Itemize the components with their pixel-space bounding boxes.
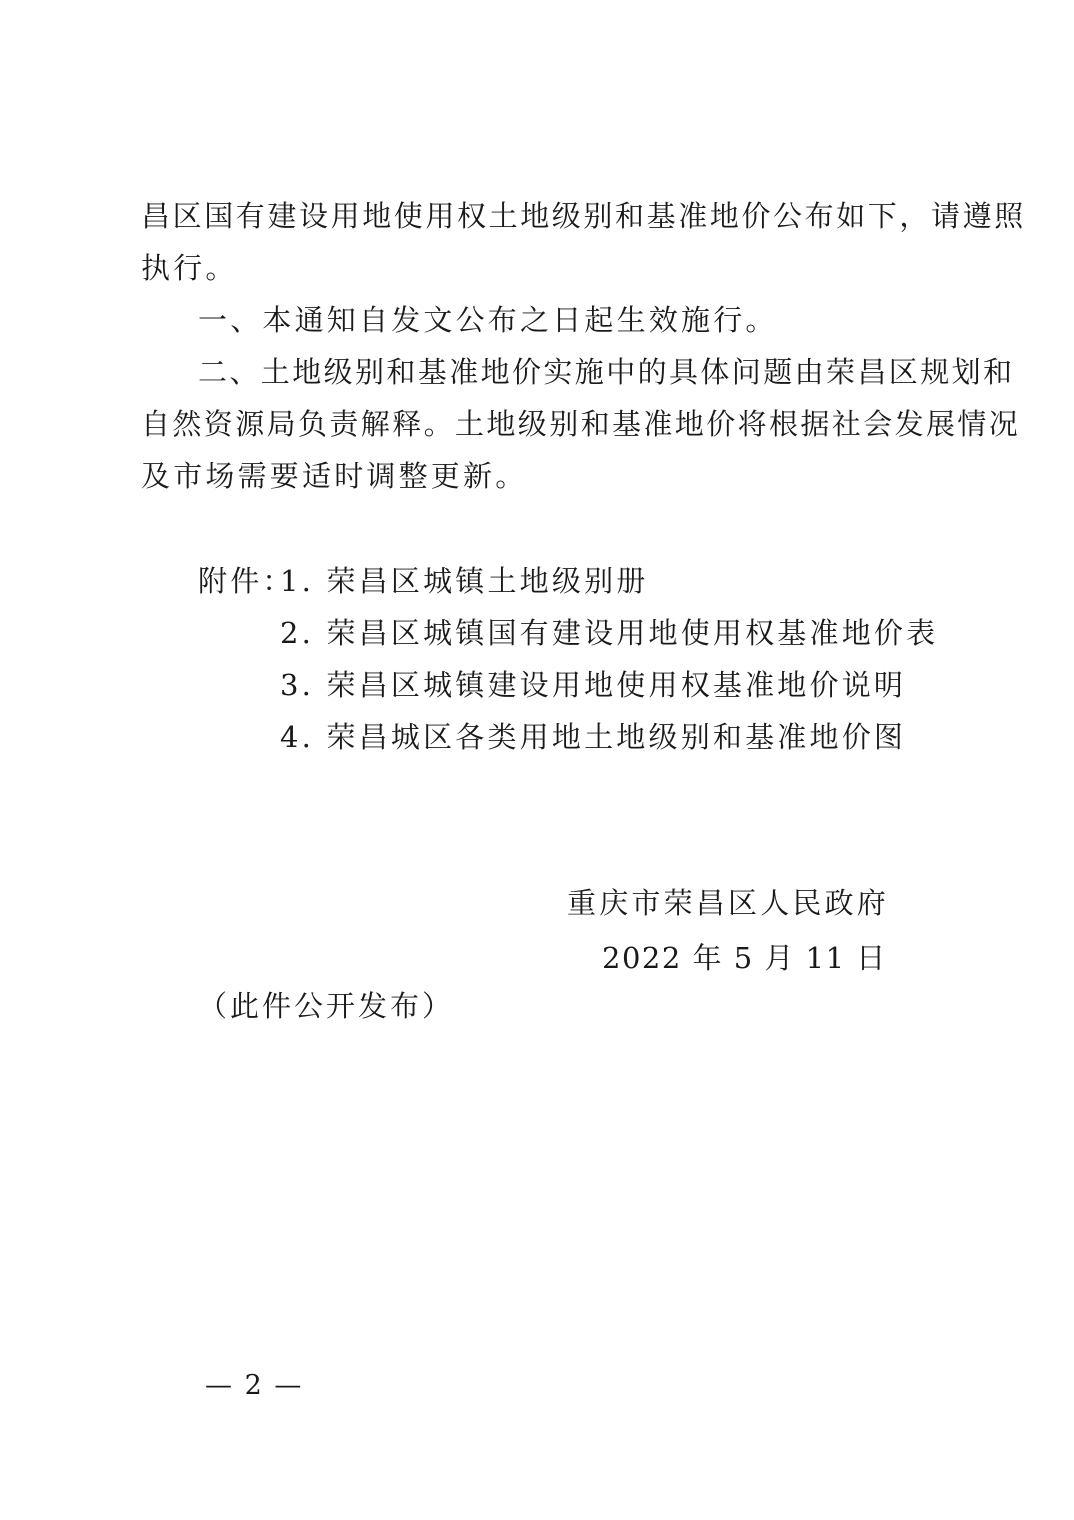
attachment-item-2: 2. 荣昌区城镇国有建设用地使用权基准地价表 (280, 616, 939, 650)
attachments-label: 附件： (198, 564, 295, 598)
attachment-item-3: 3. 荣昌区城镇建设用地使用权基准地价说明 (280, 668, 907, 702)
signature-organization: 重庆市荣昌区人民政府 (567, 886, 890, 920)
item-two-line-1: 二、土地级别和基准地价实施中的具体问题由荣昌区规划和 (198, 355, 1015, 389)
item-one: 一、本通知自发文公布之日起生效施行。 (198, 303, 778, 337)
signature-date: 2022 年 5 月 11 日 (602, 941, 887, 975)
body-paragraph-line-1: 昌区国有建设用地使用权土地级别和基准地价公布如下，请遵照 (141, 199, 1026, 233)
page-number: — 2 — (205, 1370, 304, 1401)
item-two-line-3: 及市场需要适时调整更新。 (141, 459, 528, 493)
publication-note: （此件公开发布） (198, 989, 455, 1023)
attachment-item-4: 4. 荣昌城区各类用地土地级别和基准地价图 (280, 720, 907, 754)
body-paragraph-line-2: 执行。 (141, 251, 238, 285)
item-two-line-2: 自然资源局负责解释。土地级别和基准地价将根据社会发展情况 (141, 407, 1021, 441)
attachment-item-1: 1. 荣昌区城镇土地级别册 (280, 564, 649, 598)
